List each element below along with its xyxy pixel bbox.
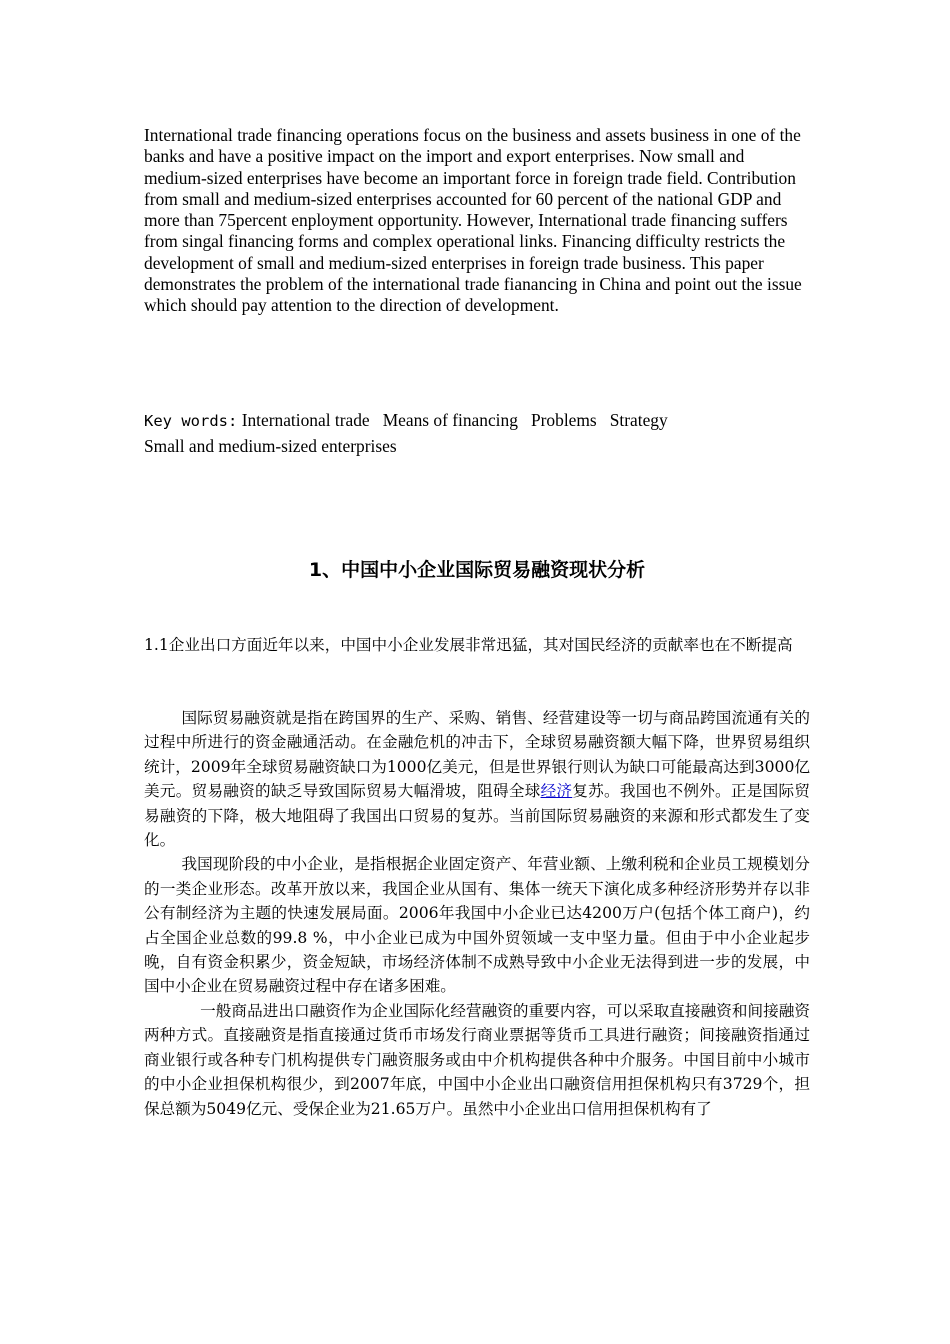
paragraph-2: 我国现阶段的中小企业，是指根据企业固定资产、年营业额、上缴利税和企业员工规模划分的一类企业形态。改革开放以来，我国企业从国有、集体一统天下演化成多种经济形势并存以非公有制经济为主题的快速发展局面。2006年我国中小企业已达4200万户(包括个体工商户)，约占全国企业总数的99.8 %，中小企业已成为中国外贸领域一支中坚力量。但由于中小企业起步晚，自有资金积累少，资金短缺，市场经济体制不成熟导致中小企业无法得到进一步的发展，中国中小企业在贸易融资过程中存在诸多困难。 bbox=[144, 855, 810, 996]
economy-link[interactable]: 经济 bbox=[540, 782, 573, 801]
keyword-item: Problems bbox=[530, 410, 597, 430]
keywords-label: Key words: bbox=[144, 412, 238, 430]
body-text bbox=[144, 706, 810, 1121]
keyword-item: Means of financing bbox=[382, 410, 518, 430]
paragraph-1: 国际贸易融资就是指在跨国界的生产、采购、销售、经营建设等一切与商品跨国流通有关的过程中所进行的资金融通活动。在金融危机的冲击下，全球贸易融资额大幅下降，世界贸易组织统计，2009年全球贸易融资缺口为1000亿美元，但是世界银行则认为缺口可能最高达到3000亿美元。贸易融资的缺乏导致国际贸易大幅滑坡，阻碍全球经济复苏。我国也不例外。正是国际贸易融资的下降，极大地阻碍了我国出口贸易的复苏。当前国际贸易融资的来源和形式都发生了变化。 bbox=[144, 709, 810, 850]
keyword-item: Strategy bbox=[609, 410, 668, 430]
paragraph-3: 一般商品进出口融资作为企业国际化经营融资的重要内容，可以采取直接融资和间接融资两种方式。直接融资是指直接通过货币市场发行商业票据等货币工具进行融资；间接融资指通过商业银行或各种专门机构提供专门融资服务或由中介机构提供各种中介服务。中国目前中小城市的中小企业担保机构很少，到2007年底，中国中小企业出口融资信用担保机构只有3729个，担保总额为5049亿元、受保企业为21.65万户。虽然中小企业出口信用担保机构有了 bbox=[144, 1001, 810, 1118]
keyword-item: Small and medium-sized enterprises bbox=[144, 436, 397, 456]
keywords-block bbox=[144, 408, 810, 459]
subsection-heading: 1.1企业出口方面近年以来，中国中小企业发展非常迅猛，其对国民经济的贡献率也在不断提高 bbox=[144, 636, 793, 654]
abstract-paragraph: International trade financing operations focus on the business and assets business in one of the banks and have a positive impact on the import and export enterprises. Now small and medium-sized enterprises have become an important force in foreign trade field. Contribution from small and medium-sized enterprises accounted for 60 percent of the national GDP and more than 75percent enployment opportunity. However, International trade financing suffers from singal financing forms and complex operational links. Financing difficulty restricts the development of small and medium-sized enterprises in foreign trade business. This paper demonstrates the problem of the international trade fianancing in China and point out the issue which should pay attention to the direction of development. bbox=[144, 125, 802, 316]
section-heading: 1、中国中小企业国际贸易融资现状分析 bbox=[308, 559, 646, 581]
keyword-item: International trade bbox=[241, 410, 370, 430]
